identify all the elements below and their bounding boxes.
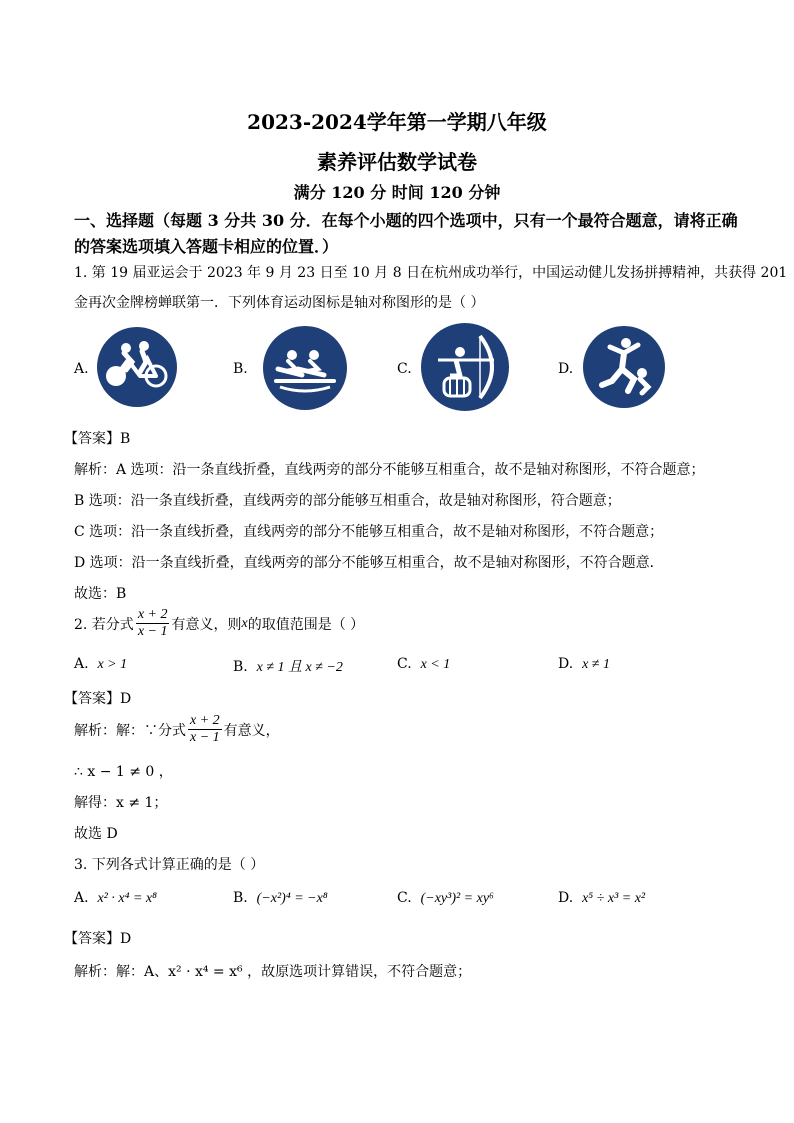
q2-fraction — [136, 607, 170, 640]
q2-answer: 【答案】D — [64, 691, 132, 707]
q2-step2: 解得：x ≠ 1； — [74, 795, 168, 811]
exam-title-line1: 2023-2024学年第一学期八年级 — [247, 110, 547, 134]
q2-analysis-fraction — [188, 713, 222, 746]
q1-stem-line2: 金再次金牌榜蝉联第一．下列体育运动图标是轴对称图形的是（ ） — [74, 295, 485, 311]
q2-stem-prefix: 2. 若分式 — [74, 616, 134, 633]
q2-stem-suffix2: 的取值范围是（ ） — [247, 616, 365, 633]
q3-option-a: A. x² · x⁴ = x⁸ — [74, 890, 157, 906]
q2-fraction-denominator: x − 1 — [137, 624, 168, 639]
archery-icon — [420, 322, 510, 412]
q2-stem-variable: x — [241, 615, 248, 631]
cycling-icon — [96, 326, 178, 408]
exam-title-line2: 素养评估数学试卷 — [317, 150, 477, 174]
q1-analysis-c: C 选项：沿一条直线折叠，直线两旁的部分不能够互相重合，故不是轴对称图形，不符合题意； — [74, 524, 664, 540]
judo-icon — [582, 325, 666, 409]
q1-analysis-b: B 选项：沿一条直线折叠，直线两旁的部分能够互相重合，故是轴对称图形，符合题意； — [74, 493, 621, 509]
q2-analysis-line1 — [74, 713, 280, 746]
q2-analysis-prefix: 解析：解：∵分式 — [74, 722, 186, 739]
q1-choice: 故选：B — [74, 586, 127, 602]
q2-choice: 故选 D — [74, 826, 118, 842]
q2-step1: ∴ x − 1 ≠ 0 ， — [74, 764, 173, 780]
q2-analysis-suffix: 有意义， — [223, 722, 280, 739]
q1-analysis-d: D 选项：沿一条直线折叠，直线两旁的部分不能够互相重合，故不是轴对称图形，不符合题意． — [74, 555, 664, 571]
q3-stem: 3. 下列各式计算正确的是（ ） — [74, 857, 265, 873]
q1-option-b-label: B. — [233, 361, 248, 377]
q2-option-a: A. x > 1 — [74, 656, 128, 672]
q2-fraction-numerator: x + 2 — [137, 607, 168, 622]
q3-option-d: D. x⁵ ÷ x³ = x² — [558, 890, 646, 906]
exam-score-time: 满分 120 分 时间 120 分钟 — [293, 183, 501, 202]
q2-option-d: D. x ≠ 1 — [558, 656, 610, 672]
q2-option-c: C. x < 1 — [397, 656, 451, 672]
q1-analysis-a: 解析：A 选项：沿一条直线折叠，直线两旁的部分不能够互相重合，故不是轴对称图形，不符合题意； — [74, 462, 705, 478]
q3-option-c: C. (−xy³)² = xy⁶ — [397, 890, 494, 906]
q2-analysis-fraction-numerator: x + 2 — [190, 713, 220, 728]
section-heading-line1: 一、选择题（每题 3 分共 30 分．在每个小题的四个选项中，只有一个最符合题意，请将正确 — [74, 211, 738, 230]
rowing-icon — [262, 325, 348, 411]
q1-answer: 【答案】B — [64, 431, 131, 447]
q3-option-b: B. (−x²)⁴ = −x⁸ — [233, 890, 328, 906]
q1-stem-line1: 1. 第 19 届亚运会于 2023 年 9 月 23 日至 10 月 8 日在杭州成功举行，中国运动健儿发扬拼搏精神，共获得 201 — [74, 265, 788, 281]
q1-option-a-label: A. — [74, 361, 89, 377]
q3-answer: 【答案】D — [64, 931, 132, 947]
q2-analysis-fraction-denominator: x − 1 — [190, 730, 220, 745]
section-heading-line2: 的答案选项填入答题卡相应的位置．） — [74, 237, 339, 256]
q3-analysis: 解析：解：A、x² · x⁴ = x⁶ ，故原选项计算错误，不符合题意； — [74, 964, 472, 980]
q1-option-c-label: C. — [397, 361, 412, 377]
q2-option-b: B. x ≠ 1 且 x ≠ −2 — [233, 659, 343, 675]
q2-stem — [74, 607, 364, 640]
q1-option-d-label: D. — [558, 361, 574, 377]
q2-stem-suffix: 有意义，则 — [171, 616, 242, 633]
